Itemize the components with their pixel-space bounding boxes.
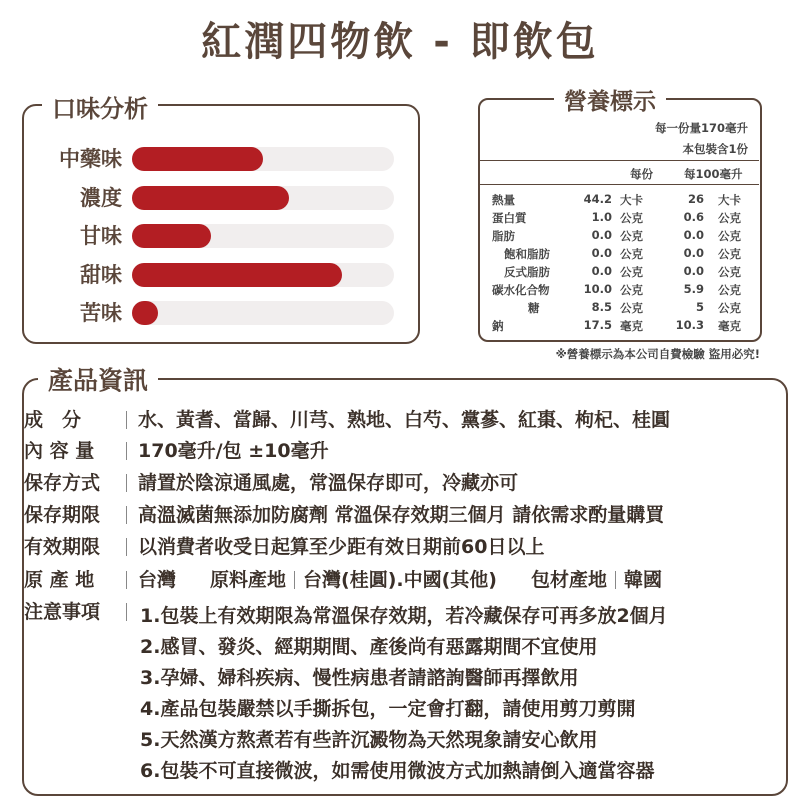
separator [126,538,127,556]
divider [480,184,759,185]
notes-item: 6.包裝不可直接微波，如需使用微波方式加熱請倒入適當容器 [140,760,655,782]
shelf-life-label: 保存期限 [24,504,101,526]
separator [294,571,295,589]
unit-per-100ml: 公克 [718,283,741,297]
unit-per-100ml: 公克 [718,229,741,243]
column-header-per-serving: 每份 [630,167,653,181]
unit-per-100ml: 毫克 [718,319,741,333]
taste-name: 中藥味 [59,147,122,171]
nutrition-row [480,246,760,264]
taste-analysis-title: 口味分析 [42,89,158,124]
unit-per-serving: 公克 [620,265,643,279]
material-origin-value: 台灣(桂圓).中國(其他) [303,569,497,591]
taste-row [24,221,422,251]
taste-row [24,298,422,328]
value-per-100ml: 0.0 [683,246,704,260]
value-per-100ml: 10.3 [675,318,704,332]
separator [126,603,127,621]
value-per-100ml: 0.0 [683,228,704,242]
notes-item: 5.天然漢方熬煮若有些許沉澱物為天然現象請安心飲用 [140,729,598,751]
taste-name: 甜味 [80,263,122,287]
nutrient-name: 碳水化合物 [492,283,550,297]
ingredients-label: 成 分 [24,409,82,431]
taste-bar-track [132,147,394,171]
page-title: 紅潤四物飲 - 即飲包 [201,19,599,65]
nutrient-name: 熱量 [492,193,515,207]
servings-per-package: 本包裝含1份 [682,142,748,156]
notes-label: 注意事項 [24,601,101,623]
unit-per-100ml: 公克 [718,247,741,261]
material-origin-label: 原料產地 [210,569,287,591]
value-per-serving: 10.0 [583,282,612,296]
taste-bar-track [132,186,394,210]
taste-bar-track [132,224,394,248]
value-per-serving: 1.0 [591,210,612,224]
value-per-100ml: 0.0 [683,264,704,278]
nutrient-name: 蛋白質 [492,211,527,225]
volume-label: 內 容 量 [24,440,95,462]
value-per-100ml: 0.6 [683,210,704,224]
nutrition-title: 營養標示 [554,83,666,116]
value-per-serving: 0.0 [591,246,612,260]
taste-bar-fill [132,186,289,210]
unit-per-serving: 公克 [620,301,643,315]
unit-per-serving: 大卡 [620,193,643,207]
column-header-per-100ml: 每100毫升 [684,167,743,181]
value-per-100ml: 26 [687,192,704,206]
ingredients-value: 水、黃耆、當歸、川芎、熟地、白芍、黨蔘、紅棗、枸杞、桂圓 [138,409,671,431]
notes-item: 2.感冒、發炎、經期期間、產後尚有惡露期間不宜使用 [140,636,598,658]
separator [126,474,127,492]
taste-bar-track [132,301,394,325]
notes-item: 1.包裝上有效期限為常溫保存效期，若冷藏保存可再多放2個月 [140,605,668,627]
unit-per-100ml: 公克 [718,211,741,225]
nutrition-row [480,264,760,282]
taste-name: 濃度 [80,186,122,210]
value-per-serving: 8.5 [591,300,612,314]
nutrition-row [480,300,760,318]
nutrient-name: 飽和脂肪 [504,247,550,261]
taste-bar-fill [132,263,342,287]
unit-per-serving: 公克 [620,211,643,225]
nutrition-row [480,192,760,210]
package-origin-value: 韓國 [624,569,663,591]
value-per-serving: 0.0 [591,228,612,242]
expiry-value: 以消費者收受日起算至少距有效日期前60日以上 [138,536,545,558]
separator [126,571,127,589]
unit-per-serving: 公克 [620,229,643,243]
taste-bar-fill [132,224,211,248]
notes-item: 3.孕婦、婦科疾病、慢性病患者請諮詢醫師再擇飲用 [140,667,579,689]
nutrition-row [480,318,760,336]
value-per-serving: 44.2 [583,192,612,206]
unit-per-serving: 公克 [620,247,643,261]
nutrition-row [480,210,760,228]
separator [126,411,127,429]
serving-size: 每一份量170毫升 [654,121,748,135]
value-per-serving: 17.5 [583,318,612,332]
taste-bar-track [132,263,394,287]
nutrition-panel [478,89,762,342]
separator [126,506,127,524]
unit-per-100ml: 公克 [718,265,741,279]
value-per-serving: 0.0 [591,264,612,278]
divider [480,160,759,161]
unit-per-100ml: 大卡 [718,193,741,207]
taste-bar-fill [132,301,158,325]
expiry-label: 有效期限 [24,536,101,558]
taste-name: 苦味 [80,301,122,325]
taste-row [24,260,422,290]
taste-name: 甘味 [80,224,122,248]
product-info-panel [22,366,788,796]
storage-label: 保存方式 [24,472,101,494]
shelf-life-value: 高溫滅菌無添加防腐劑 常溫保存效期三個月 請依需求酌量購買 [138,504,665,526]
nutrition-row [480,282,760,300]
notes-item: 4.產品包裝嚴禁以手撕拆包，一定會打翻，請使用剪刀剪開 [140,698,636,720]
unit-per-serving: 毫克 [620,319,643,333]
unit-per-100ml: 公克 [718,301,741,315]
separator [126,442,127,460]
origin-label: 原 產 地 [24,569,95,591]
nutrient-name: 脂肪 [492,229,515,243]
nutrient-name: 反式脂肪 [504,265,550,279]
value-per-100ml: 5.9 [683,282,704,296]
taste-row [24,144,422,174]
nutrient-name: 糖 [528,301,540,315]
taste-bar-fill [132,147,263,171]
taste-analysis-panel [22,95,420,344]
taste-row [24,183,422,213]
nutrition-note: ※營養標示為本公司自費檢驗 盜用必究! [555,347,760,361]
nutrition-row [480,228,760,246]
origin-details [138,566,662,594]
storage-value: 請置於陰涼通風處，常溫保存即可，冷藏亦可 [138,472,519,494]
volume-value: 170毫升/包 ±10毫升 [138,440,329,462]
nutrient-name: 鈉 [492,319,504,333]
unit-per-serving: 公克 [620,283,643,297]
value-per-100ml: 5 [695,300,704,314]
separator [615,571,616,589]
product-info-title: 產品資訊 [38,361,158,397]
package-origin-label: 包材產地 [530,569,607,591]
origin-country: 台灣 [138,569,177,591]
